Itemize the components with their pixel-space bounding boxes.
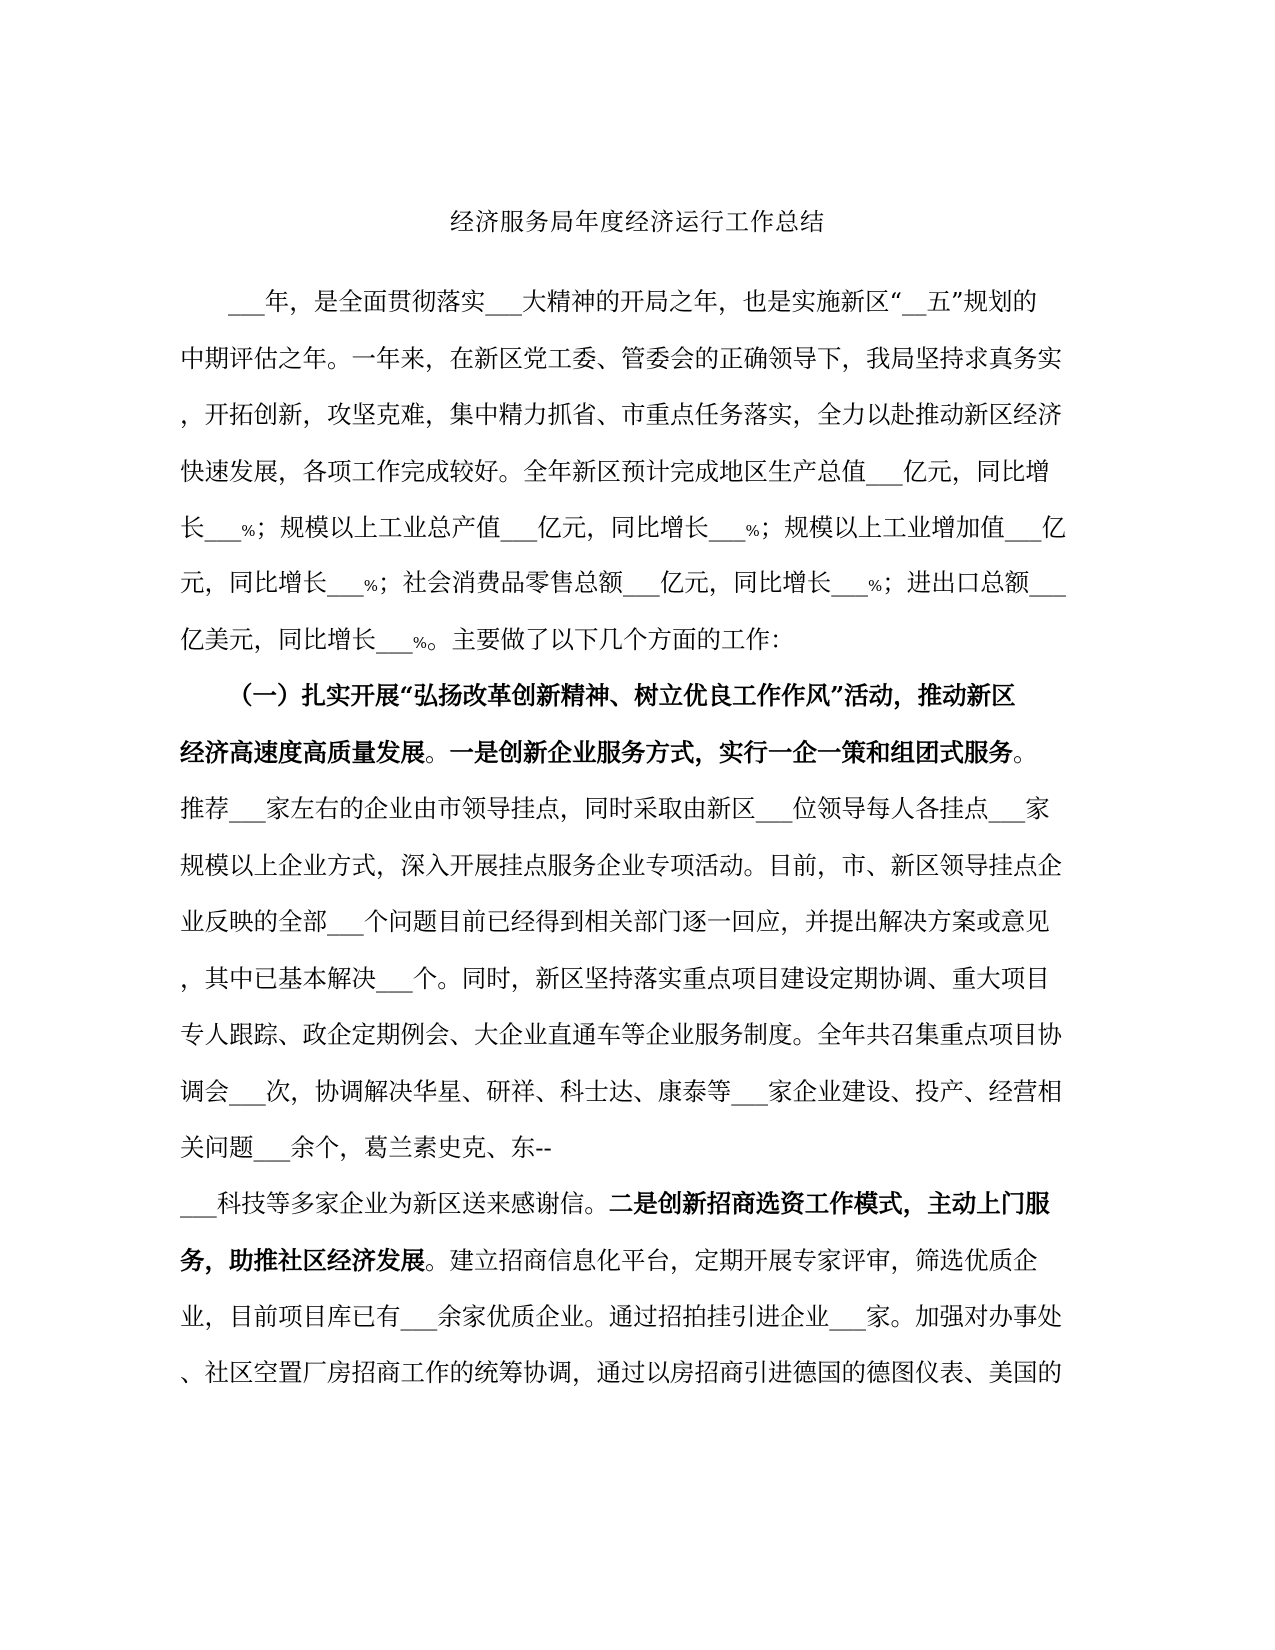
text-segment: ；进出口总额___ [882, 568, 1067, 597]
text-segment: 业，目前项目库已有___余家优质企业。通过招拍挂引进企业___家。加强对办事处 [180, 1302, 1062, 1331]
bold-text-segment: 经济高速度高质量发展 [180, 738, 425, 767]
text-segment: 关问题___余个，葛兰素史克、东-- [180, 1133, 552, 1162]
bold-text-segment: 二是创新招商选资工作模式，主动上门服 [608, 1189, 1050, 1218]
body-line [228, 282, 1228, 322]
text-segment: 。 [425, 738, 450, 767]
document-title: 经济服务局年度经济运行工作总结 [450, 208, 825, 236]
percent-sign: % [241, 522, 256, 540]
text-segment: ___科技等多家企业为新区送来感谢信。 [180, 1189, 609, 1218]
bold-text-segment: 一是创新企业服务方式，实行一企一策和组团式服务 [449, 738, 1013, 767]
bold-text-segment: 务，助推社区经济发展 [180, 1246, 425, 1275]
body-line [180, 452, 1180, 492]
body-line [180, 789, 1180, 829]
body-line [180, 339, 1180, 379]
text-segment: ，开拓创新，攻坚克难，集中精力抓省、市重点任务落实，全力以赴推动新区经济 [180, 400, 1062, 429]
percent-sign: % [412, 634, 428, 652]
body-line [180, 508, 1180, 551]
text-segment: 、社区空置厂房招商工作的统筹协调，通过以房招商引进德国的德图仪表、美国的 [180, 1358, 1062, 1387]
body-line [180, 620, 1180, 663]
text-segment: ；规模以上工业总产值___亿元，同比增长___ [255, 513, 746, 542]
body-line [180, 1184, 1180, 1224]
text-segment: 亿美元，同比增长___ [180, 625, 413, 654]
body-line [180, 902, 1180, 942]
text-segment: 。主要做了以下几个方面的工作： [427, 625, 795, 654]
text-segment: 。建立招商信息化平台，定期开展专家评审，筛选优质企 [425, 1246, 1038, 1275]
text-segment: ；社会消费品零售总额___亿元，同比增长___ [378, 568, 869, 597]
body-line [180, 1072, 1180, 1112]
text-segment: 调会___次，协调解决华星、研祥、科士达、康泰等___家企业建设、投产、经营相 [180, 1077, 1062, 1106]
text-segment: 规模以上企业方式，深入开展挂点服务企业专项活动。目前，市、新区领导挂点企 [180, 851, 1062, 880]
body-line [180, 1128, 1180, 1168]
text-segment: 业反映的全部___个问题目前已经得到相关部门逐一回应，并提出解决方案或意见 [180, 907, 1050, 936]
percent-sign: % [868, 577, 883, 595]
text-segment: 元，同比增长___ [180, 568, 364, 597]
body-line [180, 1015, 1180, 1055]
body-line [180, 1353, 1180, 1393]
bold-text-segment: （一）扎实开展“弘扬改革创新精神、树立优良工作作风”活动，推动新区 [228, 681, 1016, 710]
text-segment: ；规模以上工业增加值___亿 [759, 513, 1067, 542]
body-line [180, 846, 1180, 886]
body-line [180, 395, 1180, 435]
body-line [228, 676, 1228, 716]
text-segment: 推荐___家左右的企业由市领导挂点，同时采取由新区___位领导每人各挂点___家 [180, 794, 1050, 823]
text-segment: ___年，是全面贯彻落实___大精神的开局之年，也是实施新区“__五”规划的 [228, 287, 1038, 316]
text-segment: ，其中已基本解决___个。同时，新区坚持落实重点项目建设定期协调、重大项目 [180, 964, 1050, 993]
body-line [180, 1297, 1180, 1337]
text-segment: 长___ [180, 513, 242, 542]
text-segment: 中期评估之年。一年来，在新区党工委、管委会的正确领导下，我局坚持求真务实 [180, 344, 1062, 373]
body-line [180, 733, 1180, 773]
text-segment: 快速发展，各项工作完成较好。全年新区预计完成地区生产总值___亿元，同比增 [180, 457, 1050, 486]
text-segment: 。 [1013, 738, 1038, 767]
body-line [180, 563, 1180, 606]
body-line [180, 1241, 1180, 1281]
body-line [180, 959, 1180, 999]
percent-sign: % [745, 522, 760, 540]
text-segment: 专人跟踪、政企定期例会、大企业直通车等企业服务制度。全年共召集重点项目协 [180, 1020, 1062, 1049]
percent-sign: % [363, 577, 379, 595]
